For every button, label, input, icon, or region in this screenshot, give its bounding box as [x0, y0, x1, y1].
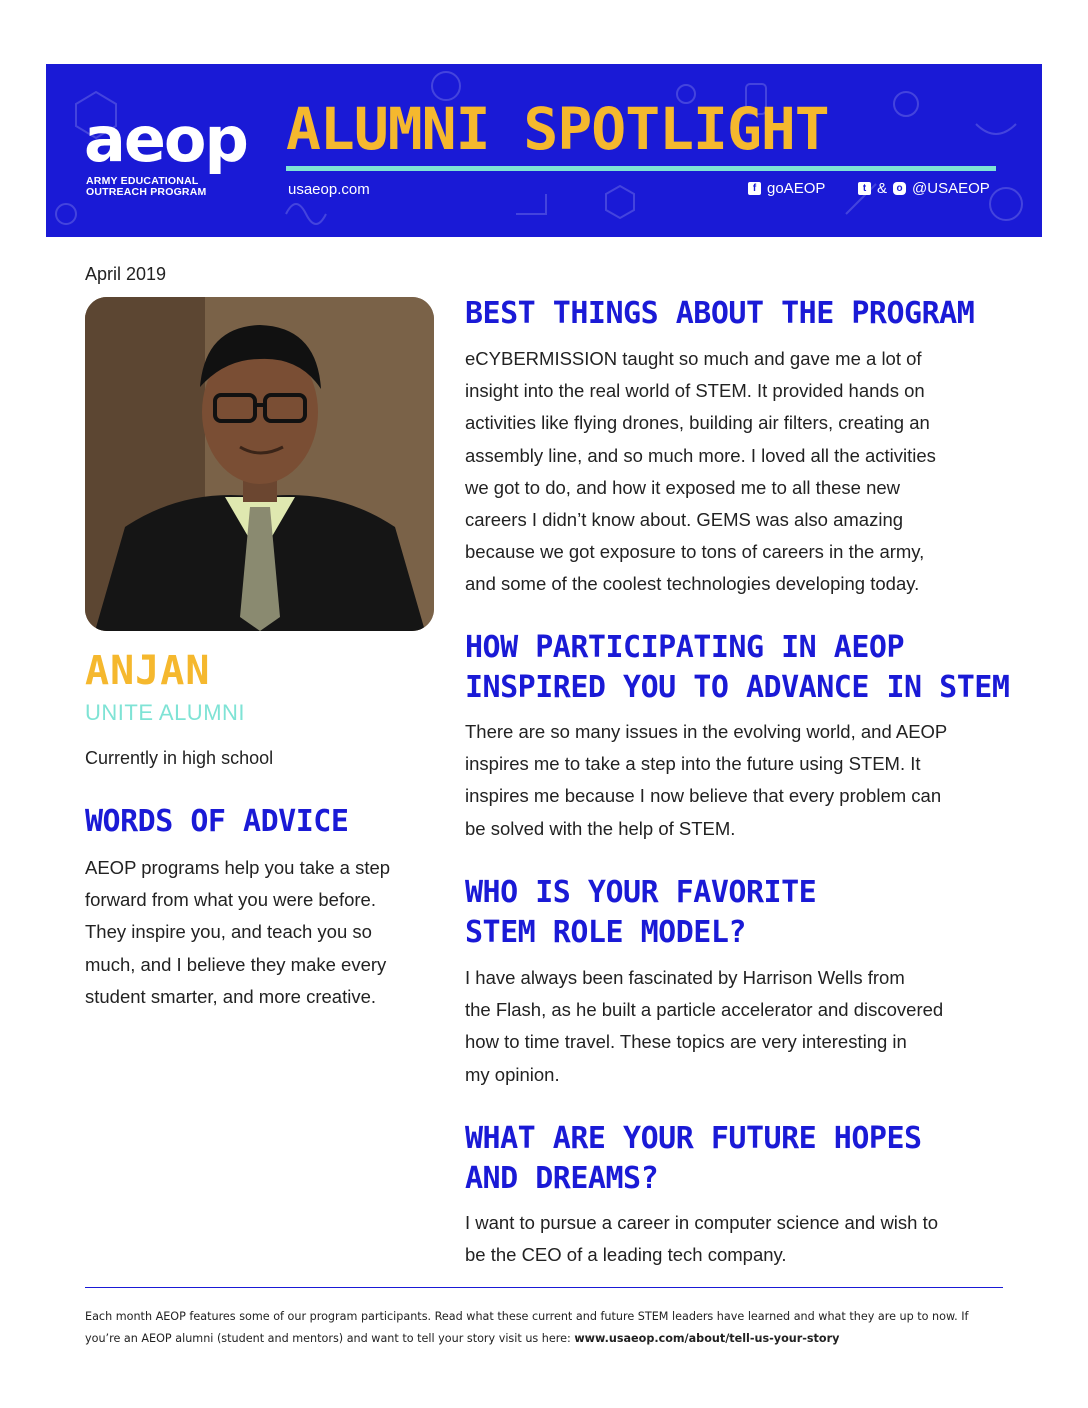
section-1-body: eCYBERMISSION taught so much and gave me a lot of insight into the real world of STEM. It provided hands on activities like flying drones, building air filters, creating an assembly line, and so much more. I loved all the activities we got to do, and how it exposed me to all these new careers I didn’t know about. GEMS was also amazing because we got exposure to tons of careers in the army, and some of the coolest technologies developing today. [465, 348, 936, 595]
section-4-body: I want to pursue a career in computer science and wish to be the CEO of a leading tech company. [465, 1212, 939, 1266]
aeop-logo [84, 100, 264, 222]
section-2-heading-line-1: HOW PARTICIPATING IN AEOP [465, 630, 905, 665]
section-3-body: I have always been fascinated by Harrison Wells from the Flash, as he built a particle accelerator and discovered how to time travel. These topics are very interesting in my opinion. [465, 967, 944, 1085]
footer-divider [85, 1287, 1003, 1288]
social-joiner: & [877, 180, 888, 197]
section-2-body: There are so many issues in the evolving world, and AEOP inspires me to take a step into the future using STEM. It inspires me because I now believe that every problem can be solved with the help of STEM. [465, 721, 948, 839]
section-4-heading-line-2: AND DREAMS? [465, 1161, 659, 1196]
twitter-icon: t [858, 182, 871, 195]
issue-date: April 2019 [85, 264, 167, 284]
facebook-handle: goAEOP [767, 180, 826, 197]
instagram-icon: o [893, 182, 906, 195]
student-status: Currently in high school [85, 748, 274, 768]
twitter-instagram-link[interactable] [858, 180, 990, 197]
section-4-heading-line-1: WHAT ARE YOUR FUTURE HOPES [465, 1121, 922, 1156]
website-link[interactable]: usaeop.com [288, 181, 370, 198]
section-3-heading-line-2: STEM ROLE MODEL? [465, 915, 746, 950]
footer-note [85, 1306, 1005, 1350]
profile-photo [85, 297, 434, 631]
logo-subtitle-line-2: OUTREACH PROGRAM [86, 186, 207, 198]
facebook-link[interactable] [748, 180, 825, 197]
facebook-icon: f [748, 182, 761, 195]
section-1-heading: BEST THINGS ABOUT THE PROGRAM [465, 296, 975, 331]
student-portrait-illustration [85, 297, 434, 631]
section-2-heading-line-2: INSPIRED YOU TO ADVANCE IN STEM [465, 670, 1010, 705]
logo-subtitle [86, 176, 266, 198]
program-name: UNITE ALUMNI [85, 700, 246, 725]
banner-title: ALUMNI SPOTLIGHT [286, 95, 829, 163]
header-banner [46, 64, 1042, 237]
footer-story-link[interactable]: www.usaeop.com/about/tell-us-your-story [574, 1332, 840, 1345]
footer-text: Each month AEOP features some of our program participants. Read what these current and future STEM leaders have learned and what they are up to now. If you’re an AEOP alumni (student and mentors) and want to tell your story visit us here: [85, 1310, 969, 1345]
twitter-instagram-handle: @USAEOP [912, 180, 990, 197]
section-3-heading-line-1: WHO IS YOUR FAVORITE [465, 875, 817, 910]
logo-subtitle-line-1: ARMY EDUCATIONAL [86, 175, 199, 187]
advice-heading: WORDS OF ADVICE [85, 804, 349, 839]
advice-body: AEOP programs help you take a step forward from what you were before. They inspire you, and teach you so much, and I believe they make every student smarter, and more creative. [85, 857, 391, 1007]
banner-divider [286, 166, 996, 171]
student-name: ANJAN [85, 648, 211, 694]
logo-wordmark: aeop [84, 103, 247, 176]
